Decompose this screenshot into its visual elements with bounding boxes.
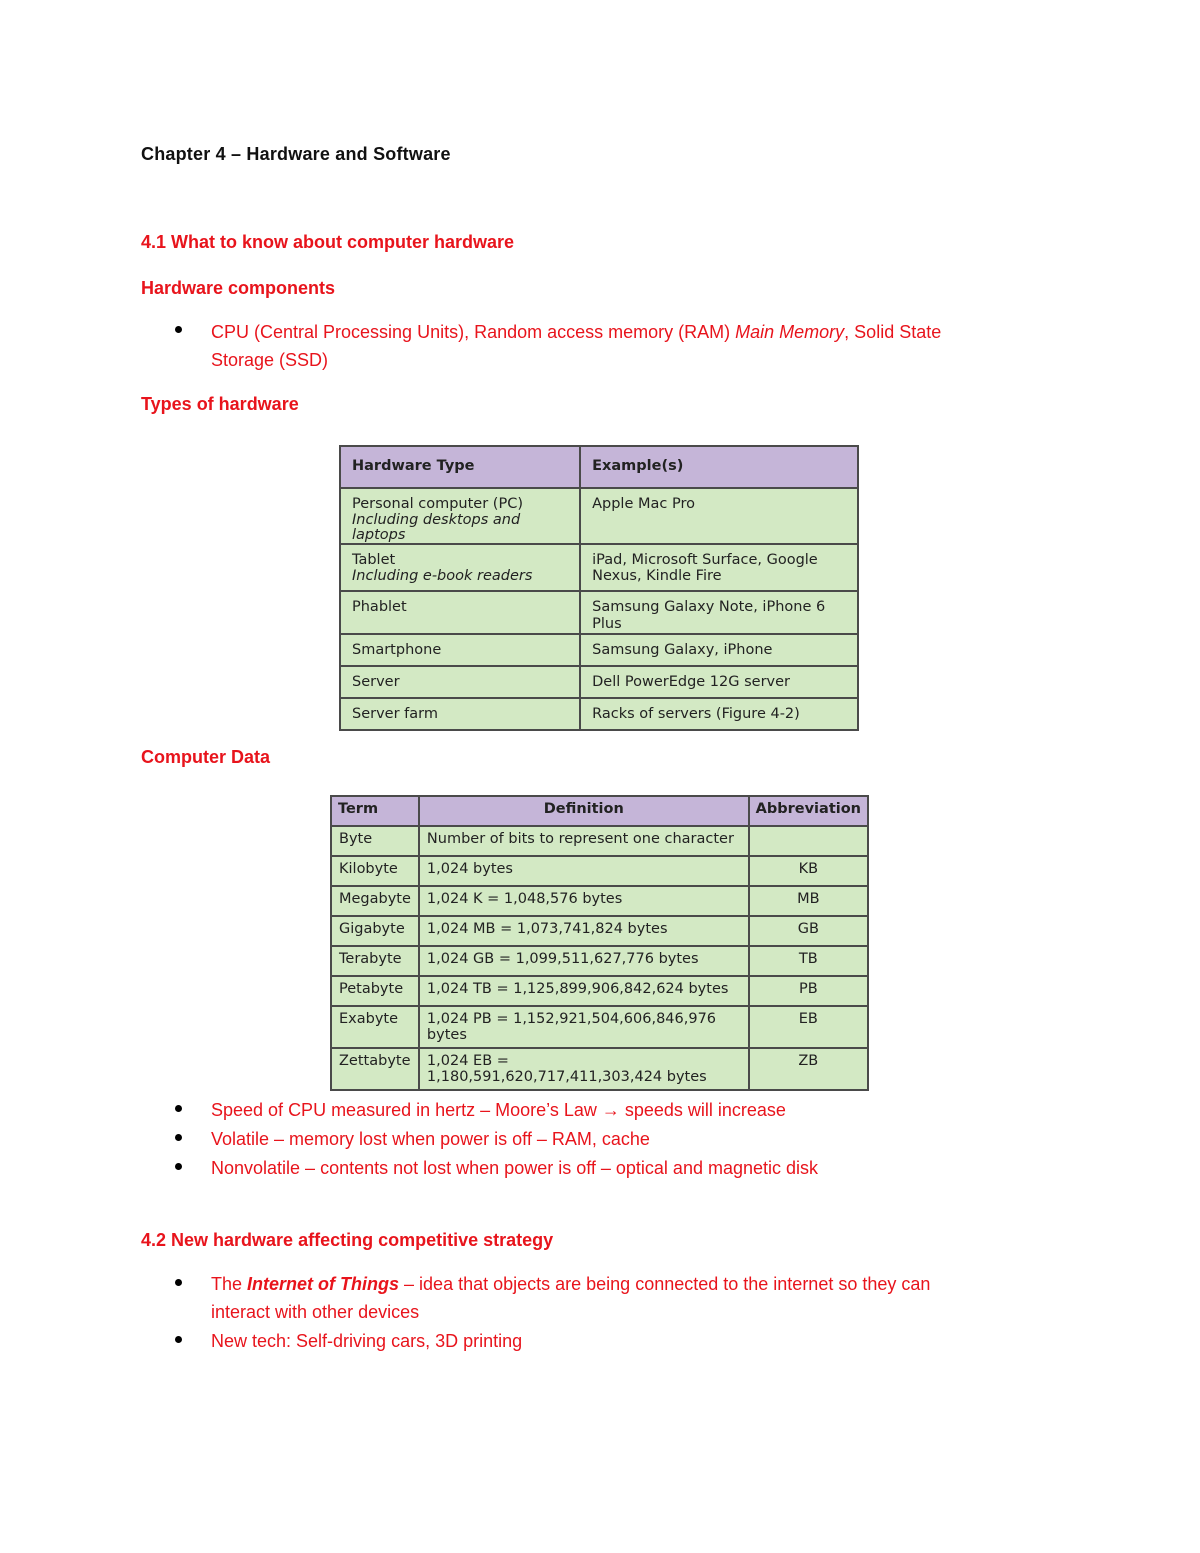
example-text: Apple Mac Pro xyxy=(592,496,695,512)
table-row xyxy=(331,886,868,916)
table-row xyxy=(340,634,858,666)
components-text-italic: Main Memory xyxy=(735,322,845,342)
section-heading-4-2: 4.2 New hardware affecting competitive strategy xyxy=(141,1230,554,1250)
type-subtext: Including desktops and laptops xyxy=(352,512,521,543)
nonvolatile-bullet: Nonvolatile – contents not lost when power is off – optical and magnetic disk xyxy=(211,1158,819,1178)
cell-example xyxy=(580,634,858,666)
iot-bullet xyxy=(211,1270,1031,1326)
bullet-icon xyxy=(175,1134,182,1141)
cell-term: Terabyte xyxy=(331,946,419,976)
new-tech-bullet: New tech: Self-driving cars, 3D printing xyxy=(211,1331,523,1351)
table-row xyxy=(340,666,858,698)
table-row xyxy=(331,856,868,886)
cell-example xyxy=(580,488,858,544)
cell-example xyxy=(580,544,858,591)
cell-abbreviation: TB xyxy=(749,946,868,976)
hardware-types-table xyxy=(339,445,859,731)
type-text: Tablet xyxy=(352,552,396,568)
bullet-icon xyxy=(175,1105,182,1112)
components-text-part1: CPU (Central Processing Units), Random access memory (RAM) xyxy=(211,322,736,342)
table-row xyxy=(331,826,868,856)
bullet-icon xyxy=(175,326,182,333)
cell-abbreviation: EB xyxy=(749,1006,868,1048)
cell-term: Byte xyxy=(331,826,419,856)
example-text: Racks of servers (Figure 4-2) xyxy=(592,706,800,722)
bullet-icon xyxy=(175,1279,182,1286)
components-text-line2: Storage (SSD) xyxy=(211,350,329,370)
example-text: iPad, Microsoft Surface, Google xyxy=(592,552,818,568)
type-text: Smartphone xyxy=(352,642,442,658)
components-bullet-text xyxy=(211,318,1031,374)
table-header-row xyxy=(331,796,868,826)
table-row xyxy=(331,976,868,1006)
iot-rest: – idea that objects are being connected to the internet so they can xyxy=(399,1274,931,1294)
table-row xyxy=(331,1048,868,1090)
example-subtext: Nexus, Kindle Fire xyxy=(592,568,722,584)
cell-term: Gigabyte xyxy=(331,916,419,946)
table-row xyxy=(340,488,858,544)
cell-type xyxy=(340,634,580,666)
table-row xyxy=(331,1006,868,1048)
cell-type xyxy=(340,488,580,544)
example-text: Samsung Galaxy Note, iPhone 6 Plus xyxy=(592,599,826,632)
table-row xyxy=(340,591,858,634)
bullet-icon xyxy=(175,1163,182,1170)
components-text-part2: , Solid State xyxy=(844,322,942,342)
cell-abbreviation: GB xyxy=(749,916,868,946)
iot-term: Internet of Things xyxy=(247,1274,400,1294)
cell-abbreviation: ZB xyxy=(749,1048,868,1090)
table-row xyxy=(340,698,858,730)
header-term: Term xyxy=(331,796,419,826)
cell-definition: 1,024 bytes xyxy=(419,856,749,886)
header-examples: Example(s) xyxy=(580,446,858,488)
iot-line2: interact with other devices xyxy=(211,1302,420,1322)
cell-definition: 1,024 K = 1,048,576 bytes xyxy=(419,886,749,916)
cell-term: Zettabyte xyxy=(331,1048,419,1090)
cell-example xyxy=(580,666,858,698)
iot-prefix: The xyxy=(211,1274,248,1294)
table-row xyxy=(331,916,868,946)
hardware-components-heading: Hardware components xyxy=(141,278,336,298)
cell-term: Megabyte xyxy=(331,886,419,916)
table-row xyxy=(340,544,858,591)
cell-example xyxy=(580,591,858,634)
cell-definition: 1,024 MB = 1,073,741,824 bytes xyxy=(419,916,749,946)
type-text: Server farm xyxy=(352,706,438,722)
table-header-row xyxy=(340,446,858,488)
example-text: Dell PowerEdge 12G server xyxy=(592,674,790,690)
example-text: Samsung Galaxy, iPhone xyxy=(592,642,773,658)
cell-example xyxy=(580,698,858,730)
section-heading-4-1: 4.1 What to know about computer hardware xyxy=(141,232,515,252)
type-text: Server xyxy=(352,674,400,690)
speed-bullet: Speed of CPU measured in hertz – Moore’s Law → speeds will increase xyxy=(211,1100,786,1120)
cell-type xyxy=(340,591,580,634)
type-subtext: Including e-book readers xyxy=(352,568,533,584)
table-row xyxy=(331,946,868,976)
cell-definition: 1,024 PB = 1,152,921,504,606,846,976 bytes xyxy=(419,1006,749,1048)
cell-term: Petabyte xyxy=(331,976,419,1006)
cell-abbreviation xyxy=(749,826,868,856)
computer-data-table xyxy=(330,795,869,1091)
cell-definition: 1,024 EB = 1,180,591,620,717,411,303,424 bytes xyxy=(419,1048,749,1090)
bullet-icon xyxy=(175,1336,182,1343)
type-text: Phablet xyxy=(352,599,407,615)
cell-type xyxy=(340,666,580,698)
cell-term: Kilobyte xyxy=(331,856,419,886)
types-of-hardware-heading: Types of hardware xyxy=(141,394,299,414)
type-text: Personal computer (PC) xyxy=(352,496,523,512)
computer-data-heading: Computer Data xyxy=(141,747,271,767)
cell-type xyxy=(340,698,580,730)
header-abbreviation: Abbreviation xyxy=(749,796,868,826)
cell-term: Exabyte xyxy=(331,1006,419,1048)
document-title: Chapter 4 – Hardware and Software xyxy=(141,144,451,164)
cell-abbreviation: KB xyxy=(749,856,868,886)
cell-definition: 1,024 GB = 1,099,511,627,776 bytes xyxy=(419,946,749,976)
cell-definition: Number of bits to represent one character xyxy=(419,826,749,856)
cell-definition: 1,024 TB = 1,125,899,906,842,624 bytes xyxy=(419,976,749,1006)
header-hardware-type: Hardware Type xyxy=(340,446,580,488)
volatile-bullet: Volatile – memory lost when power is off – RAM, cache xyxy=(211,1129,650,1149)
header-definition: Definition xyxy=(419,796,749,826)
cell-abbreviation: MB xyxy=(749,886,868,916)
cell-type xyxy=(340,544,580,591)
cell-abbreviation: PB xyxy=(749,976,868,1006)
